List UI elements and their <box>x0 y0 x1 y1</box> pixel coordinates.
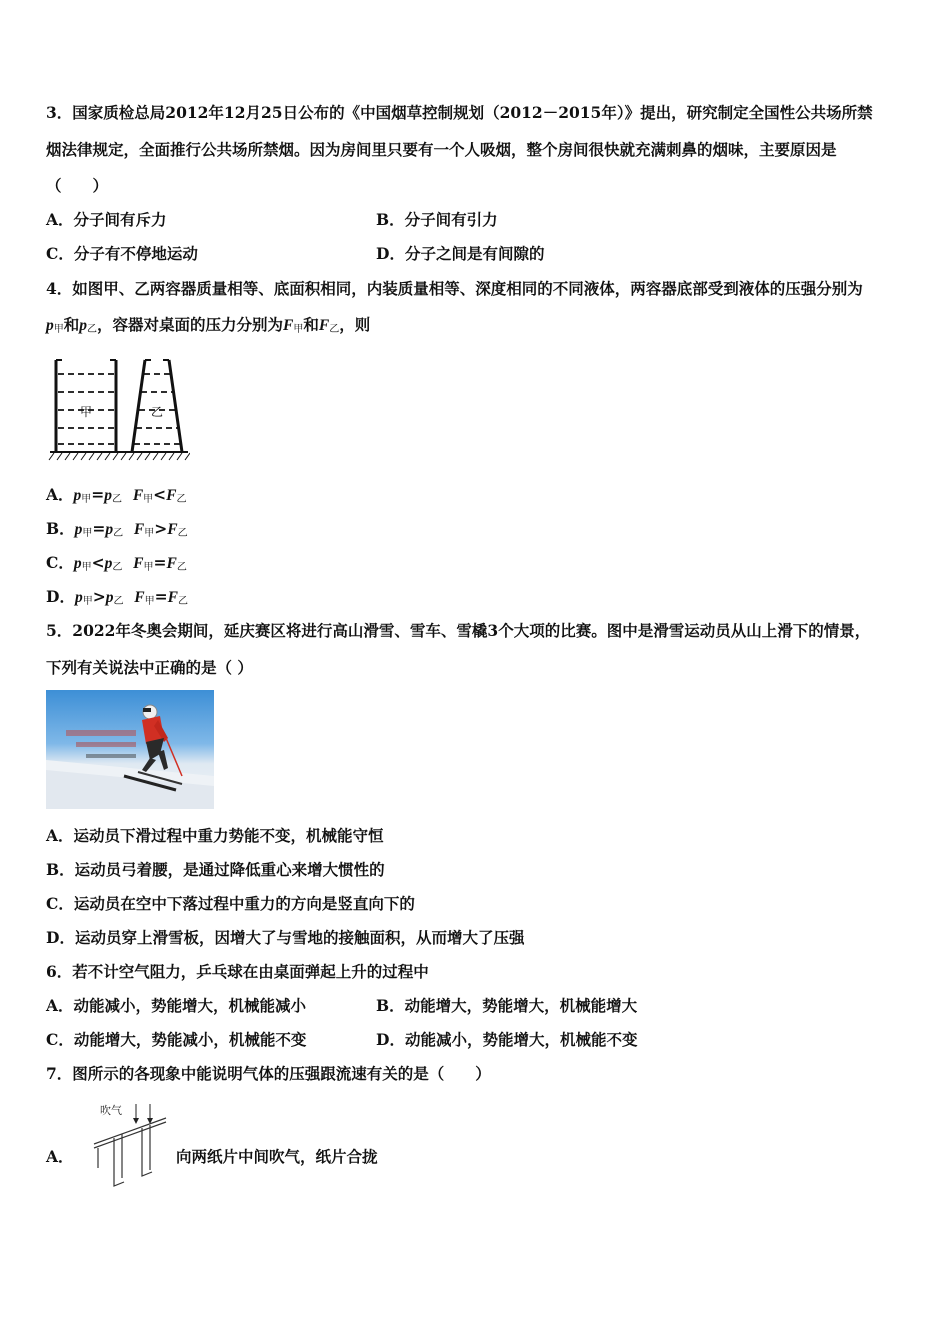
word-and: 和 <box>303 315 319 334</box>
q5-option-a[interactable]: A．运动员下滑过程中重力势能不变，机械能守恒 <box>46 826 384 845</box>
q3-stem-line1: 3．国家质检总局2012年12月25日公布的《中国烟草控制规划（2012－2015年）》提出，研究制定全国性公共场所禁 <box>46 103 873 122</box>
q7-stem: 7．图所示的各现象中能说明气体的压强跟流速有关的是（ ） <box>46 1064 491 1083</box>
q4-stem-line2 <box>46 315 370 340</box>
option-label: D． <box>46 587 75 606</box>
q5-option-c[interactable]: C．运动员在空中下落过程中重力的方向是竖直向下的 <box>46 894 415 913</box>
q3-option-b[interactable]: B．分子间有引力 <box>376 210 498 229</box>
symbol-p: p <box>73 487 82 504</box>
option-label: A． <box>46 485 74 504</box>
subscript-yi: 乙 <box>112 494 123 505</box>
subscript-yi: 乙 <box>176 562 187 573</box>
blow-label: 吹气 <box>100 1104 122 1117</box>
relation: > <box>92 587 106 606</box>
subscript-jia: 甲 <box>144 596 155 607</box>
q4-option-d[interactable] <box>46 587 188 612</box>
subscript-jia: 甲 <box>144 528 155 539</box>
symbol-p: p <box>105 521 114 538</box>
symbol-p: p <box>105 589 114 606</box>
q3-option-a[interactable]: A．分子间有斥力 <box>46 210 167 229</box>
relation: < <box>91 553 105 572</box>
stem-end: ，则 <box>339 315 371 334</box>
q4-stem-line1: 4．如图甲、乙两容器质量相等、底面积相同，内装质量相等、深度相同的不同液体，两容器底部受到液体的压强分别为 <box>46 279 863 298</box>
q4-option-c[interactable] <box>46 553 187 578</box>
container-yi <box>132 360 182 452</box>
label-yi: 乙 <box>151 405 164 419</box>
subscript-jia: 甲 <box>293 324 304 335</box>
symbol-p: p <box>79 317 88 334</box>
symbol-F: F <box>167 589 178 606</box>
symbol-F: F <box>132 487 144 504</box>
q6-option-a[interactable]: A．动能减小，势能增大，机械能减小 <box>46 996 307 1015</box>
q3-option-d[interactable]: D．分子之间是有间隙的 <box>376 244 545 263</box>
symbol-p: p <box>73 555 82 572</box>
q5-stem-line1: 5．2022年冬奥会期间，延庆赛区将进行高山滑雪、雪车、雪橇3个大项的比赛。图中是滑雪运动员从山上滑下的情景， <box>46 621 871 640</box>
subscript-yi: 乙 <box>87 324 98 335</box>
subscript-yi: 乙 <box>177 596 188 607</box>
stem-middle: ，容器对桌面的压力分别为 <box>97 315 284 334</box>
symbol-p: p <box>74 521 83 538</box>
q6-stem: 6．若不计空气阻力，乒乓球在由桌面弹起上升的过程中 <box>46 962 429 981</box>
relation: > <box>154 519 168 538</box>
containers-figure <box>48 356 190 462</box>
subscript-yi: 乙 <box>113 528 124 539</box>
option-label: C． <box>46 553 74 572</box>
q3-stem-line2: 烟法律规定，全面推行公共场所禁烟。因为房间里只要有一个人吸烟，整个房间很快就充满刺鼻的烟味，主要原因是 <box>46 140 837 159</box>
q5-option-b[interactable]: B．运动员弓着腰，是通过降低重心来增大惯性的 <box>46 860 385 879</box>
subscript-yi: 乙 <box>329 324 340 335</box>
q4-option-a[interactable] <box>46 485 187 510</box>
symbol-F: F <box>318 317 330 334</box>
symbol-F: F <box>166 487 177 504</box>
subscript-jia: 甲 <box>53 324 64 335</box>
symbol-F: F <box>133 555 144 572</box>
symbol-F: F <box>134 589 145 606</box>
subscript-jia: 甲 <box>81 494 92 505</box>
q5-option-d[interactable]: D．运动员穿上滑雪板，因增大了与雪地的接触面积，从而增大了压强 <box>46 928 525 947</box>
symbol-p: p <box>46 317 54 334</box>
symbol-F: F <box>166 555 177 572</box>
q6-option-d[interactable]: D．动能减小，势能增大，机械能不变 <box>376 1030 638 1049</box>
container-jia <box>56 360 116 452</box>
skier-photo <box>46 690 214 809</box>
q6-option-b[interactable]: B．动能增大，势能增大，机械能增大 <box>376 996 638 1015</box>
subscript-jia: 甲 <box>81 562 92 573</box>
q4-option-b[interactable] <box>46 519 188 544</box>
subscript-jia: 甲 <box>143 562 154 573</box>
symbol-p: p <box>74 589 83 606</box>
subscript-yi: 乙 <box>176 494 187 505</box>
q5-stem-line2: 下列有关说法中正确的是（ ） <box>46 658 253 677</box>
skier-illustration <box>46 690 214 809</box>
relation: = <box>154 587 168 606</box>
subscript-jia: 甲 <box>143 494 154 505</box>
q7-option-a-text[interactable]: 向两纸片中间吹气，纸片合拢 <box>176 1147 378 1166</box>
subscript-jia: 甲 <box>82 596 93 607</box>
symbol-p: p <box>104 487 113 504</box>
relation: = <box>153 553 167 572</box>
q3-option-c[interactable]: C．分子有不停地运动 <box>46 244 198 263</box>
relation: = <box>92 519 106 538</box>
paper-sheets-figure <box>86 1098 170 1192</box>
q3-stem-line3: （ ） <box>46 176 109 195</box>
subscript-yi: 乙 <box>113 596 124 607</box>
q6-option-c[interactable]: C．动能增大，势能减小，机械能不变 <box>46 1030 307 1049</box>
symbol-p: p <box>104 555 113 572</box>
symbol-F: F <box>133 521 145 538</box>
q7-option-a-label[interactable]: A． <box>46 1147 74 1166</box>
symbol-F: F <box>283 317 294 334</box>
symbol-F: F <box>167 521 178 538</box>
subscript-jia: 甲 <box>82 528 93 539</box>
subscript-yi: 乙 <box>112 562 123 573</box>
label-jia: 甲 <box>80 405 93 419</box>
relation: < <box>153 485 167 504</box>
subscript-yi: 乙 <box>177 528 188 539</box>
word-and: 和 <box>63 315 80 334</box>
option-label: B． <box>46 519 75 538</box>
relation: = <box>91 485 105 504</box>
